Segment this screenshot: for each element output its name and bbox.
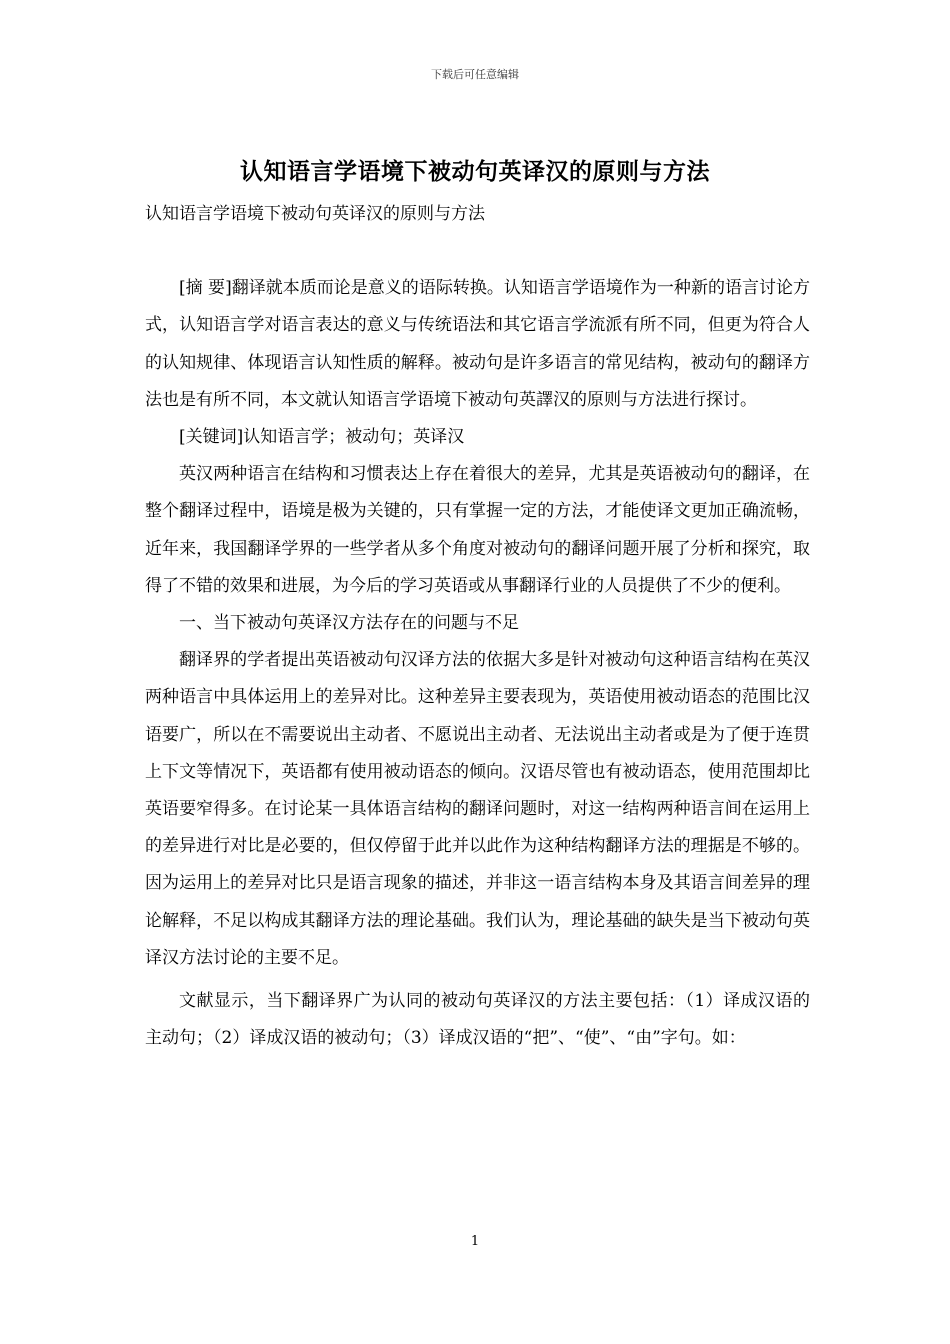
methods-paragraph: 文献显示，当下翻译界广为认同的被动句英译汉的方法主要包括：（1）译成汉语的主动句；（2）译成汉语的被动句；（3）译成汉语的“把”、“使”、“由”字句。如： — [145, 991, 810, 1049]
problem-paragraph: 翻译界的学者提出英语被动句汉译方法的依据大多是针对被动句这种语言结构在英汉两种语言中具体运用上的差异对比。这种差异主要表现为，英语使用被动语态的范围比汉语要广，所以在不需要说出主动者、不愿说出主动者、无法说出主动者或是为了便于连贯上下文等情况下，英语都有使用被动语态的倾向。汉语尽管也有被动语态，使用范围却比英语要窄得多。在讨论某一具体语言结构的翻译问题时，对这一结构两种语言间在运用上的差异进行对比是必要的，但仅停留于此并以此作为这种结构翻译方法的理据是不够的。因为运用上的差异对比只是语言现象的描述，并非这一语言结构本身及其语言间差异的理论解释，不足以构成其翻译方法的理论基础。我们认为，理论基础的缺失是当下被动句英译汉方法讨论的主要不足。 — [145, 650, 810, 968]
page-number: 1 — [470, 1234, 480, 1249]
abstract-paragraph: [摘 要]翻译就本质而论是意义的语际转换。认知语言学语境作为一种新的语言讨论方式，认知语言学对语言表达的意义与传统语法和其它语言学流派有所不同，但更为符合人的认知规律、体现语言认知性质的解释。被动句是许多语言的常见结构，被动句的翻译方法也是有所不同，本文就认知语言学语境下被动句英譯汉的原则与方法进行探讨。 — [145, 278, 810, 410]
section-heading: 一、当下被动句英译汉方法存在的问题与不足 — [179, 613, 519, 634]
blank-line — [145, 233, 810, 270]
keywords-line: [关键词]认知语言学；被动句；英译汉 — [179, 427, 465, 448]
document-body — [145, 196, 810, 1057]
intro-paragraph: 英汉两种语言在结构和习惯表达上存在着很大的差异，尤其是英语被动句的翻译，在整个翻译过程中，语境是极为关键的，只有掌握一定的方法，才能使译文更加正确流畅，近年来，我国翻译学界的一些学者从多个角度对被动句的翻译问题开展了分析和探究，取得了不错的效果和进展，为今后的学习英语或从事翻译行业的人员提供了不少的便利。 — [145, 464, 810, 596]
document-title: 认知语言学语境下被动句英译汉的原则与方法 — [240, 158, 710, 185]
subtitle: 认知语言学语境下被动句英译汉的原则与方法 — [145, 204, 485, 224]
header-note: 下载后可任意编辑 — [431, 68, 519, 81]
